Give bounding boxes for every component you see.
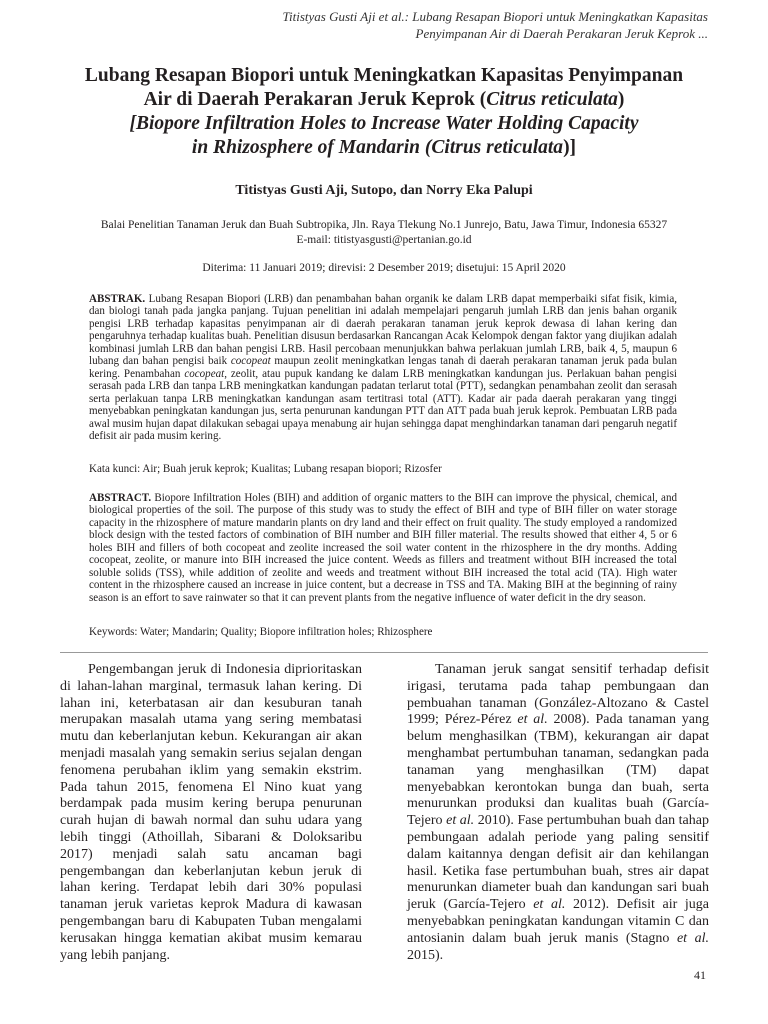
body-column-left (60, 662, 362, 964)
body-paragraph-right: Tanaman jeruk sangat sensitif terhadap defisit irigasi, terutama pada tahap pembungaan dan pembuahan tanaman (González-Altozano & Castel 1999; Pérez-Pérez et al. 2008). Pada tanaman yang belum menghasilkan (TBM), kekurangan air dapat menghambat pertumbuhan tanaman, sedangkan pada tanaman yang menghasilkan (TM) dapat menyebabkan kerontokan bunga dan buah, serta menurunkan produksi dan kualitas buah (García-Tejero et al. 2010). Fase pertumbuhan buah dan tahap pembungaan adalah periode yang paling sensitif dalam kaitannya dengan defisit air dan kehilangan hasil. Ketika fase pertumbuhan buah, stres air dapat menurunkan diameter buah dan kandungan sari buah jeruk (García-Tejero et al. 2012). Defisit air juga menyebabkan peningkatan kandungan vitamin C dan antosianin dalam buah jeruk manis (Stagno et al. 2015). (407, 662, 709, 963)
section-divider (60, 652, 708, 653)
abstrak-label: ABSTRAK. (89, 293, 146, 305)
title-id-line-2: Air di Daerah Perakaran Jeruk Keprok (Citrus reticulata) (143, 89, 625, 110)
abstrak-paragraph: ABSTRAK. Lubang Resapan Biopori (LRB) dan penambahan bahan organik ke dalam LRB dapat memperbaiki sifat fisik, kimia, dan biologi tanah pada jangka panjang. Tujuan penelitian ini adalah mempelajari pengaruh jumlah LRB dan jenis bahan organik pengisi LRB terhadap kapasitas penyimpanan air di daerah perakaran tanaman jeruk keprok dewasa di lahan kering dan pengaruhnya terhadap kualitas buah. Penelitian disusun berdasarkan Rancangan Acak Kelompok dengan faktor yang diujikan adalah kombinasi jumlah LRB dan bahan pengisi LRB. Hasil percobaan menunjukkan bahwa perlakuan jumlah LRB, baik 4, 5, maupun 6 lubang dan bahan pengisi baik cocopeat maupun zeolit meningkatkan lengas tanah di daerah perakaran tanaman jeruk pada bulan kering. Penambahan cocopeat, zeolit, atau pupuk kandang ke dalam LRB meningkatkan kandungan jus. Perlakuan bahan pengisi serasah pada LRB dan tanpa LRB meningkatkan kandungan padatan terlarut total (PTT), sedangkan penambahan zeolit dan serasah serta perlakuan tanpa LRB meningkatkan kandungan asam tertitrasi total (ATT). Kadar air pada daerah perakaran yang tinggi menyebabkan peningkatan kandungan jus, serta penurunan kandungan PTT dan ATT pada buah jeruk keprok. Pembuatan LRB pada awal musim hujan dapat dilakukan sebagai upaya menabung air hujan sehingga dapat menghindarkan tanaman dari pengaruh negatif defisit air pada musim kering. (89, 293, 677, 442)
affiliation (60, 218, 708, 248)
page-number: 41 (694, 968, 706, 982)
kata-kunci: Kata kunci: Air; Buah jeruk keprok; Kualitas; Lubang resapan biopori; Rizosfer (89, 463, 442, 475)
title-en-line-2: in Rhizosphere of Mandarin (Citrus reticulata)] (191, 137, 577, 158)
authors: Titistyas Gusti Aji, Sutopo, dan Norry Eka Palupi (235, 183, 533, 198)
keywords: Keywords: Water; Mandarin; Quality; Biopore infiltration holes; Rhizosphere (89, 626, 433, 638)
institution: Balai Penelitian Tanaman Jeruk dan Buah Subtropika, Jln. Raya Tlekung No.1 Junrejo, Batu, Jawa Timur, Indonesia 65327 (100, 219, 668, 231)
running-head-line-1: Titistyas Gusti Aji et al.: Lubang Resapan Biopori untuk Meningkatkan Kapasitas (282, 9, 708, 24)
article-dates: Diterima: 11 Januari 2019; direvisi: 2 Desember 2019; disetujui: 15 April 2020 (202, 262, 566, 274)
title-en-line-1: [Biopore Infiltration Holes to Increase Water Holding Capacity (129, 113, 639, 134)
abstract-label: ABSTRACT. (89, 492, 152, 504)
body-paragraph-left: Pengembangan jeruk di Indonesia diprioritaskan di lahan-lahan marginal, termasuk lahan kering. Di lahan ini, keterbatasan air dan kesuburan tanah merupakan masalah utama yang sering membatasi mutu dan keberlanjutan kebun. Kekurangan air akan menjadi masalah yang semakin serius sejalan dengan fenomena perubahan iklim yang semakin ekstrim. Pada tahun 2015, fenomena El Nino kuat yang berdampak pada musim kering berupa penurunan curah hujan di bawah normal dan suhu udara yang lebih tinggi (Athoillah, Sibarani & Doloksaribu 2017) menjadi salah satu ancaman bagi pengembangan dan keberlanjutan kebun jeruk di lahan kering. Terdapat lebih dari 30% populasi tanaman jeruk varietas keprok Madura di kawasan pengembangan baru di Kabupaten Tuban mengalami kerusakan hingga kematian akibat musim kemarau yang lebih panjang. (60, 662, 362, 963)
title-id-line-1: Lubang Resapan Biopori untuk Meningkatkan Kapasitas Penyimpanan (84, 65, 684, 86)
running-head-line-2: Penyimpanan Air di Daerah Perakaran Jeruk Keprok ... (415, 26, 708, 41)
abstract-paragraph: ABSTRACT. Biopore Infiltration Holes (BIH) and addition of organic matters to the BIH can improve the physical, chemical, and biological properties of the soil. The purpose of this study was to study the effect of BIH and type of BIH filler on water storage capacity in the rhizosphere of mature mandarin plants on dry land and their effect on fruit quality. The study employed a randomized block design with the tested factors of combination of BIH number and BIH filler material. The results showed that either 4, 5 or 6 holes BIH and fillers of both cocopeat and zeolite increased the soil water content in the rhizosphere in the dry months. Adding cocopeat, zeolite, or manure into BIH increased the juice content. Weeds as fillers and treatment without BIH increased the total soluble solids (TSS), while addition of zeolite and weeds and treatment without BIH increased the total acid (TA). High water content in the rhizosphere caused an increase in juice content, but a decrease in TSS and TA. Making BIH at the beginning of rainy season is an effort to save rainwater so that it can prevent plants from the negative influence of water deficit in the dry season. (89, 492, 677, 604)
body-column-right (407, 662, 709, 964)
running-head (282, 8, 708, 42)
article-title (60, 64, 708, 160)
email: E-mail: titistyasgusti@pertanian.go.id (296, 234, 472, 246)
